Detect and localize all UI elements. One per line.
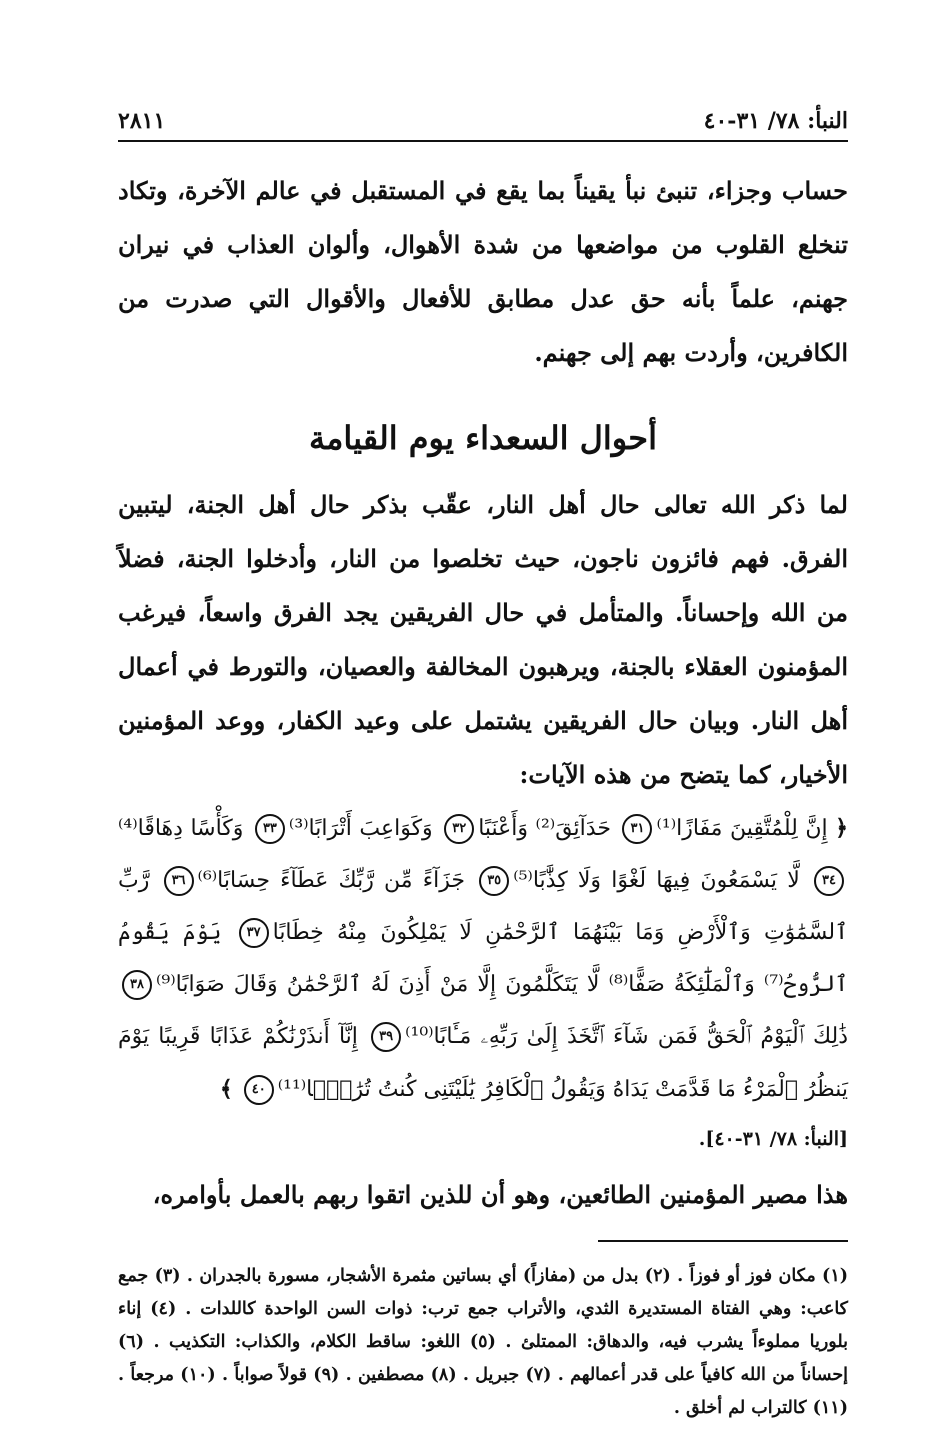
ayah-number: ٤٠ [244, 1075, 274, 1105]
page-number: ٢٨١١ [118, 108, 166, 134]
ayah-text: جَزَآءً مِّن رَّبِّكَ عَطَآءً حِسَابًا⁽⁶⁾ [197, 868, 465, 893]
ayah-number: ٣٩ [371, 1022, 401, 1052]
quran-close-bracket: ﴾ [219, 1076, 233, 1102]
ayah-text: يَوْمَ يَقُومُ ٱلرُّوحُ⁽⁷⁾ وَٱلْمَلَٰٓئِكَةُ صَفًّا⁽⁸⁾ لَّا يَتَكَلَّمُونَ إِلَّا مَنْ أَذِنَ لَهُ ٱلرَّحْمَٰنُ وَقَالَ صَوَابًا⁽⁹⁾ [118, 920, 848, 997]
ayah-text: وَكَأْسًا دِهَاقًا⁽⁴⁾ [118, 816, 244, 841]
ayah-text: حَدَآئِقَ⁽²⁾ وَأَعْنَبًا [478, 816, 611, 841]
footnote-divider [598, 1240, 848, 1242]
section-title: أحوال السعداء يوم القيامة [309, 419, 657, 457]
ayah-number: ٣٣ [255, 814, 285, 844]
quran-reference: [النبأ: ٧٨/ ٣١-٤٠]. [698, 1128, 848, 1150]
quran-verses [118, 802, 848, 1116]
running-head [118, 108, 848, 142]
intro-paragraph: حساب وجزاء، تنبئ نبأ يقيناً بما يقع في المستقبل في عالم الآخرة، وتكاد تنخلع القلوب من مواضعها من شدة الأهوال، وألوان العذاب في نيران جهنم، علماً بأنه حق عدل مطابق للأفعال والأقوال التي صدرت من الكافرين، وأردت بهم إلى جهنم. [118, 176, 848, 367]
ayah-number: ٣١ [622, 814, 652, 844]
ayah-number: ٣٢ [444, 814, 474, 844]
ayah-number: ٣٤ [814, 866, 844, 896]
ayah-text: إِنَّآ أَنذَرْنَٰكُمْ عَذَابًا قَرِيبًا يَوْمَ يَنظُرُ ٱلْمَرْءُ مَا قَدَّمَتْ يَدَاهُ وَيَقُولُ ٱلْكَافِرُ يَٰلَيْتَنِى كُنتُ تُرَٰبًۢا⁽¹¹⁾ [118, 1024, 848, 1102]
ayah-number: ٣٥ [479, 866, 509, 896]
ayah-number: ٣٧ [239, 918, 269, 948]
surah-reference: النبأ: ٧٨/ ٣١-٤٠ [703, 108, 848, 134]
ayah-number: ٣٦ [164, 866, 194, 896]
ayah-number: ٣٨ [122, 970, 152, 1000]
closing-paragraph: هذا مصير المؤمنين الطائعين، وهو أن للذين اتقوا ربهم بالعمل بأوامره، [152, 1180, 848, 1209]
ayah-text: إِنَّ لِلْمُتَّقِينَ مَفَازًا⁽¹⁾ [656, 816, 828, 841]
ayah-text: لَّا يَسْمَعُونَ فِيهَا لَغْوًا وَلَا كِذَّٰبًا⁽⁵⁾ [513, 868, 800, 893]
section-paragraph: لما ذكر الله تعالى حال أهل النار، عقّب بذكر حال أهل الجنة، ليتبين الفرق. فهم فائزون ناجون، حيث تخلصوا من النار، وأدخلوا الجنة، فضلاً من الله وإحساناً. والمتأمل في حال الفريقين يجد الفرق واسعاً، فيرغب المؤمنون العقلاء بالجنة، ويرهبون المخالفة والعصيان، والتورط في أعمال أهل النار. وبيان حال الفريقين يشتمل على وعيد الكفار، ووعد المؤمنين الأخيار، كما يتضح من هذه الآيات: [118, 490, 848, 789]
ayah-text: رَّبِّ ٱلسَّمَٰوَٰتِ وَٱلْأَرْضِ وَمَا بَيْنَهُمَا ٱلرَّحْمَٰنِ لَا يَمْلِكُونَ مِنْهُ خِطَابًا [118, 868, 848, 945]
footnotes: (١) مكان فوز أو فوزاً . (٢) بدل من (مفازاً) أي بساتين مثمرة الأشجار، مسورة بالجدران . (٣) جمع كاعب: وهي الفتاة المستديرة الثدي، والأتراب جمع ترب: ذوات السن الواحدة كاللدات . (٤) إناء بلوريا مملوءاً يشرب فيه، والدهاق: الممتلئ . (٥) اللغو: ساقط الكلام، والكذاب: التكذيب . (٦) إحساناً من الله كافياً على قدر أعمالهم . (٧) جبريل . (٨) مصطفين . (٩) قولاً صواباً . (١٠) مرجعاً . (١١) كالتراب لم أخلق . [118, 1265, 849, 1418]
ayah-text: وَكَوَاعِبَ أَتْرَابًا⁽³⁾ [288, 816, 433, 841]
page [118, 108, 848, 1442]
ayah-text: ذَٰلِكَ ٱلْيَوْمُ ٱلْحَقُّ فَمَن شَآءَ ٱتَّخَذَ إِلَىٰ رَبِّهِۦ مَـَٔابًا⁽¹⁰⁾ [405, 1024, 848, 1049]
quran-open-bracket: ﴿ [835, 815, 848, 841]
